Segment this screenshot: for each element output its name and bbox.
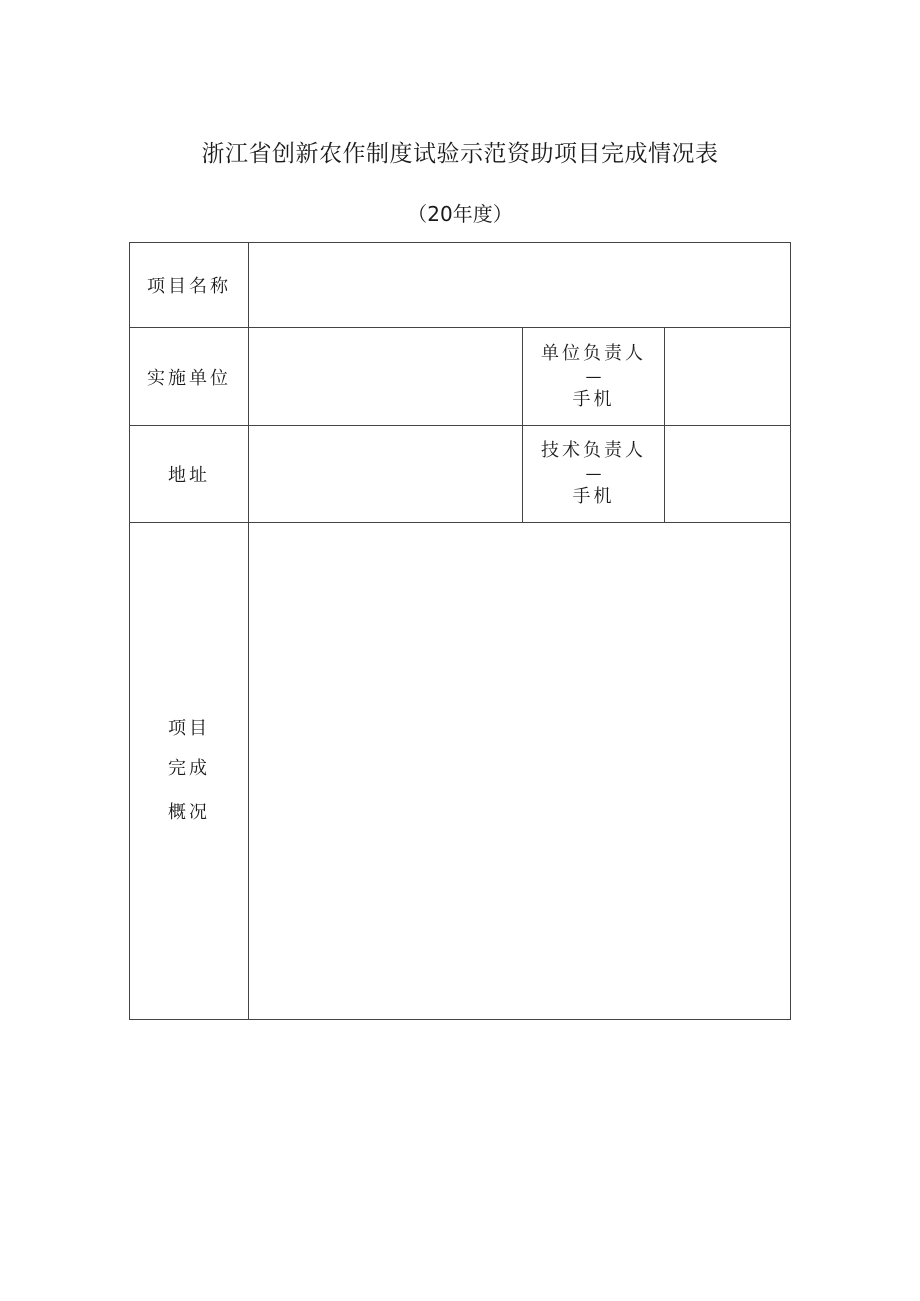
tech-head-phone-label: 手机 [572, 486, 615, 507]
address-label: 地址 [130, 426, 249, 523]
address-field[interactable] [249, 426, 523, 523]
summary-label-line1: 项目 [168, 718, 210, 739]
unit-head-phone-label: 手机 [572, 388, 615, 410]
document-title: 浙江省创新农作制度试验示范资助项目完成情况表 [201, 141, 719, 167]
implementing-unit-field[interactable] [249, 328, 523, 426]
implementing-unit-label: 实施单位 [130, 328, 249, 426]
unit-head-label [523, 328, 665, 426]
summary-label-line2: 完成 [168, 758, 210, 779]
tech-head-title: 技术负责人 [541, 440, 646, 461]
unit-head-dash: — [585, 366, 602, 386]
document-subtitle: （20年度） [407, 202, 513, 226]
address-row [130, 426, 791, 523]
unit-head-title: 单位负责人 [541, 342, 646, 364]
completion-form-table [129, 242, 791, 1020]
tech-head-field[interactable] [665, 426, 791, 523]
implementing-unit-row [130, 328, 791, 426]
summary-row [130, 523, 791, 1020]
unit-head-field[interactable] [665, 328, 791, 426]
tech-head-label [523, 426, 665, 523]
summary-field[interactable] [249, 523, 791, 1020]
project-name-row [130, 243, 791, 328]
project-name-label: 项目名称 [130, 243, 249, 328]
summary-label-line3: 概况 [168, 802, 210, 823]
tech-head-dash: — [585, 464, 602, 483]
project-name-field[interactable] [249, 243, 791, 328]
summary-label [130, 523, 249, 1020]
